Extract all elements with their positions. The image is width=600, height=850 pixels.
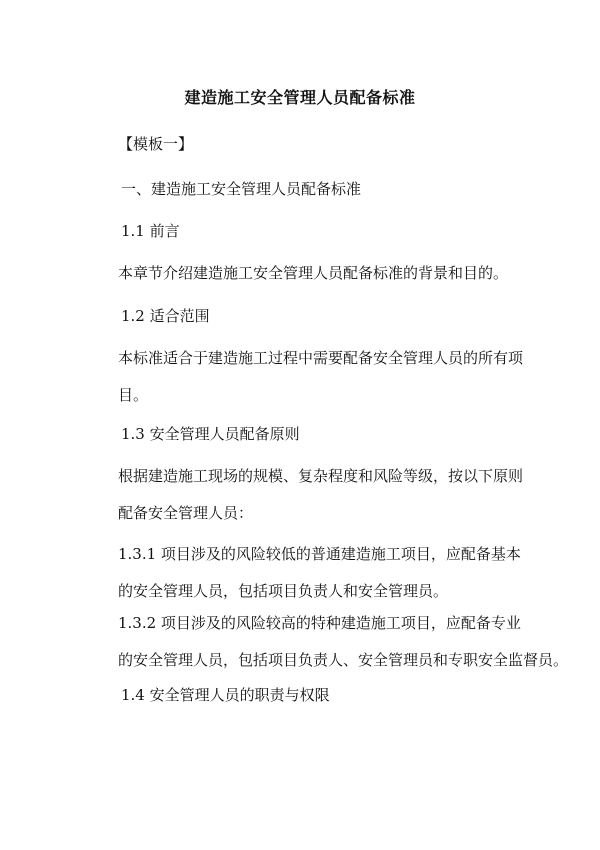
document-title: 建造施工安全管理人员配备标准 xyxy=(184,88,416,107)
paragraph-line: 根据建造施工现场的规模、复杂程度和风险等级，按以下原则 xyxy=(118,467,524,485)
paragraph-line: 目。 xyxy=(118,386,149,404)
paragraph-line: 1.3.2 项目涉及的风险较高的特种建造施工项目，应配备专业 xyxy=(118,614,521,632)
section-1-3-heading: 1.3 安全管理人员配备原则 xyxy=(121,425,300,443)
section-heading: 一、建造施工安全管理人员配备标准 xyxy=(121,180,362,198)
section-1-4-heading: 1.4 安全管理人员的职责与权限 xyxy=(121,686,330,704)
paragraph-line: 的安全管理人员，包括项目负责人、安全管理员和专职安全监督员。 xyxy=(118,651,569,669)
paragraph-line: 的安全管理人员，包括项目负责人和安全管理员。 xyxy=(118,582,449,600)
template-label: 【模板一】 xyxy=(118,135,194,153)
section-1-3-1-paragraph xyxy=(118,536,521,610)
paragraph-line: 本标准适合于建造施工过程中需要配备安全管理人员的所有项 xyxy=(118,349,524,367)
section-1-2-paragraph xyxy=(118,340,524,414)
section-1-3-paragraph xyxy=(118,458,524,532)
paragraph-line: 配备安全管理人员： xyxy=(118,504,254,522)
paragraph-line: 1.3.1 项目涉及的风险较低的普通建造施工项目，应配备基本 xyxy=(118,545,521,563)
section-1-1-heading: 1.1 前言 xyxy=(121,222,180,240)
section-1-1-paragraph: 本章节介绍建造施工安全管理人员配备标准的背景和目的。 xyxy=(118,264,509,282)
section-1-2-heading: 1.2 适合范围 xyxy=(121,307,210,325)
section-1-3-2-paragraph xyxy=(118,605,569,679)
